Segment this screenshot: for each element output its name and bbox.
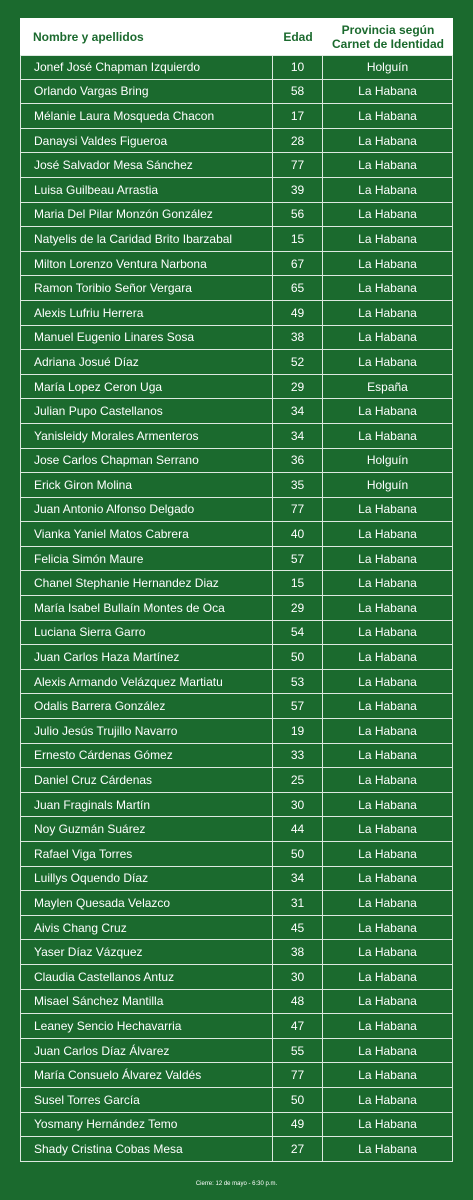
table-row <box>20 473 453 498</box>
cell-age: 44 <box>273 817 323 841</box>
cell-province: La Habana <box>323 621 453 645</box>
cell-name: María Consuelo Álvarez Valdés <box>20 1063 273 1087</box>
cell-age: 25 <box>273 768 323 792</box>
cell-age: 49 <box>273 301 323 325</box>
footer-note: Cierre: 12 de mayo - 6:30 p.m. <box>195 1181 278 1187</box>
cell-province: La Habana <box>323 547 453 571</box>
cell-name: Natyelis de la Caridad Brito Ibarzabal <box>20 227 273 251</box>
cell-name: Juan Fraginals Martín <box>20 793 273 817</box>
cell-name: Chanel Stephanie Hernandez Diaz <box>20 571 273 595</box>
table-row <box>20 744 453 769</box>
table-row <box>20 153 453 178</box>
cell-province: La Habana <box>323 891 453 915</box>
table-row <box>20 449 453 474</box>
cell-province: La Habana <box>323 990 453 1014</box>
cell-province: La Habana <box>323 227 453 251</box>
cell-name: Felicia Simón Maure <box>20 547 273 571</box>
header-age: Edad <box>283 29 313 44</box>
cell-name: Alexis Lufriu Herrera <box>20 301 273 325</box>
cell-age: 34 <box>273 424 323 448</box>
table-row <box>20 203 453 228</box>
cell-age: 49 <box>273 1113 323 1137</box>
cell-province: España <box>323 375 453 399</box>
cell-name: Mélanie Laura Mosqueda Chacon <box>20 104 273 128</box>
header-name: Nombre y apellidos <box>33 29 144 44</box>
cell-province: La Habana <box>323 571 453 595</box>
cell-province: La Habana <box>323 424 453 448</box>
cell-name: Ernesto Cárdenas Gómez <box>20 744 273 768</box>
cell-province: La Habana <box>323 1113 453 1137</box>
table-row <box>20 645 453 670</box>
cell-province: La Habana <box>323 1063 453 1087</box>
table-row <box>20 916 453 941</box>
cell-name: Luisa Guilbeau Arrastia <box>20 178 273 202</box>
cell-province: La Habana <box>323 276 453 300</box>
cell-province: La Habana <box>323 965 453 989</box>
cell-name: Susel Torres García <box>20 1088 273 1112</box>
cell-age: 30 <box>273 965 323 989</box>
cell-age: 33 <box>273 744 323 768</box>
cell-name: Daniel Cruz Cárdenas <box>20 768 273 792</box>
cell-name: Julio Jesús Trujillo Navarro <box>20 719 273 743</box>
table-row <box>20 498 453 523</box>
table-row <box>20 990 453 1015</box>
cell-name: Vianka Yaniel Matos Cabrera <box>20 522 273 546</box>
cell-province: La Habana <box>323 596 453 620</box>
cell-name: Milton Lorenzo Ventura Narbona <box>20 252 273 276</box>
cell-name: Erick Giron Molina <box>20 473 273 497</box>
cell-name: Shady Cristina Cobas Mesa <box>20 1137 273 1161</box>
table-row <box>20 547 453 572</box>
cell-age: 34 <box>273 867 323 891</box>
cell-province: La Habana <box>323 399 453 423</box>
table-row <box>20 842 453 867</box>
cell-name: Ramon Toribio Señor Vergara <box>20 276 273 300</box>
cell-name: José Salvador Mesa Sánchez <box>20 153 273 177</box>
cell-age: 47 <box>273 1014 323 1038</box>
cell-province: La Habana <box>323 940 453 964</box>
cell-age: 29 <box>273 596 323 620</box>
cell-age: 31 <box>273 891 323 915</box>
cell-province: La Habana <box>323 768 453 792</box>
cell-province: La Habana <box>323 670 453 694</box>
cell-province: La Habana <box>323 645 453 669</box>
cell-province: La Habana <box>323 793 453 817</box>
header-province-line1: Provincia según <box>341 22 435 37</box>
table-row <box>20 867 453 892</box>
cell-province: La Habana <box>323 203 453 227</box>
cell-age: 53 <box>273 670 323 694</box>
cell-age: 54 <box>273 621 323 645</box>
cell-province: Holguín <box>323 449 453 473</box>
cell-age: 55 <box>273 1039 323 1063</box>
cell-name: Juan Carlos Haza Martínez <box>20 645 273 669</box>
cell-age: 50 <box>273 645 323 669</box>
cell-province: La Habana <box>323 916 453 940</box>
cell-name: Yosmany Hernández Temo <box>20 1113 273 1137</box>
cell-name: Manuel Eugenio Linares Sosa <box>20 326 273 350</box>
cell-age: 65 <box>273 276 323 300</box>
cell-age: 48 <box>273 990 323 1014</box>
cell-province: La Habana <box>323 104 453 128</box>
victims-table <box>20 18 453 1162</box>
cell-age: 19 <box>273 719 323 743</box>
table-row <box>20 793 453 818</box>
cell-age: 57 <box>273 694 323 718</box>
cell-name: Yanisleidy Morales Armenteros <box>20 424 273 448</box>
cell-province: La Habana <box>323 842 453 866</box>
table-row <box>20 252 453 277</box>
table-row <box>20 891 453 916</box>
cell-age: 77 <box>273 1063 323 1087</box>
table-row <box>20 326 453 351</box>
cell-province: La Habana <box>323 129 453 153</box>
cell-age: 50 <box>273 842 323 866</box>
table-row <box>20 129 453 154</box>
cell-age: 45 <box>273 916 323 940</box>
cell-province: La Habana <box>323 1137 453 1161</box>
table-row <box>20 670 453 695</box>
table-row <box>20 965 453 990</box>
cell-age: 77 <box>273 498 323 522</box>
table-row <box>20 621 453 646</box>
cell-name: Rafael Viga Torres <box>20 842 273 866</box>
cell-age: 50 <box>273 1088 323 1112</box>
cell-age: 57 <box>273 547 323 571</box>
cell-province: La Habana <box>323 744 453 768</box>
table-row <box>20 104 453 129</box>
table-row <box>20 375 453 400</box>
cell-name: Claudia Castellanos Antuz <box>20 965 273 989</box>
cell-name: Noy Guzmán Suárez <box>20 817 273 841</box>
header-province-line2: Carnet de Identidad <box>331 36 444 51</box>
table-row <box>20 571 453 596</box>
cell-age: 58 <box>273 80 323 104</box>
table-row <box>20 1063 453 1088</box>
cell-province: La Habana <box>323 1039 453 1063</box>
table-row <box>20 276 453 301</box>
table-row <box>20 768 453 793</box>
cell-age: 29 <box>273 375 323 399</box>
cell-name: María Lopez Ceron Uga <box>20 375 273 399</box>
table-row <box>20 55 453 80</box>
cell-age: 30 <box>273 793 323 817</box>
cell-age: 52 <box>273 350 323 374</box>
cell-name: Orlando Vargas Bring <box>20 80 273 104</box>
cell-name: Maylen Quesada Velazco <box>20 891 273 915</box>
cell-province: La Habana <box>323 719 453 743</box>
table-row <box>20 80 453 105</box>
cell-age: 28 <box>273 129 323 153</box>
cell-age: 35 <box>273 473 323 497</box>
cell-province: La Habana <box>323 1014 453 1038</box>
cell-province: La Habana <box>323 522 453 546</box>
table-row <box>20 178 453 203</box>
cell-age: 77 <box>273 153 323 177</box>
table-row <box>20 227 453 252</box>
cell-age: 27 <box>273 1137 323 1161</box>
cell-age: 17 <box>273 104 323 128</box>
header-province <box>323 23 453 51</box>
table-row <box>20 817 453 842</box>
cell-age: 34 <box>273 399 323 423</box>
cell-age: 36 <box>273 449 323 473</box>
cell-name: Misael Sánchez Mantilla <box>20 990 273 1014</box>
cell-name: Leaney Sencio Hechavarria <box>20 1014 273 1038</box>
cell-name: Maria Del Pilar Monzón González <box>20 203 273 227</box>
table-header <box>20 18 453 55</box>
table-row <box>20 424 453 449</box>
cell-province: Holguín <box>323 56 453 79</box>
cell-name: Julian Pupo Castellanos <box>20 399 273 423</box>
cell-province: La Habana <box>323 178 453 202</box>
cell-province: La Habana <box>323 498 453 522</box>
cell-age: 56 <box>273 203 323 227</box>
cell-age: 10 <box>273 56 323 79</box>
cell-province: La Habana <box>323 252 453 276</box>
cell-name: Alexis Armando Velázquez Martiatu <box>20 670 273 694</box>
cell-name: Adriana Josué Díaz <box>20 350 273 374</box>
table-row <box>20 350 453 375</box>
cell-province: Holguín <box>323 473 453 497</box>
table-body <box>20 55 453 1162</box>
cell-name: Jonef José Chapman Izquierdo <box>20 56 273 79</box>
cell-name: Odalis Barrera González <box>20 694 273 718</box>
table-row <box>20 694 453 719</box>
cell-age: 67 <box>273 252 323 276</box>
cell-age: 39 <box>273 178 323 202</box>
cell-province: La Habana <box>323 1088 453 1112</box>
cell-name: Jose Carlos Chapman Serrano <box>20 449 273 473</box>
cell-name: Luciana Sierra Garro <box>20 621 273 645</box>
cell-name: Juan Antonio Alfonso Delgado <box>20 498 273 522</box>
cell-age: 15 <box>273 571 323 595</box>
cell-name: Juan Carlos Díaz Álvarez <box>20 1039 273 1063</box>
table-row <box>20 1113 453 1138</box>
cell-province: La Habana <box>323 817 453 841</box>
cell-name: Luillys Oquendo Díaz <box>20 867 273 891</box>
cell-province: La Habana <box>323 301 453 325</box>
cell-age: 38 <box>273 326 323 350</box>
cell-name: María Isabel Bullaín Montes de Oca <box>20 596 273 620</box>
cell-age: 40 <box>273 522 323 546</box>
table-row <box>20 596 453 621</box>
cell-name: Danaysi Valdes Figueroa <box>20 129 273 153</box>
cell-age: 15 <box>273 227 323 251</box>
cell-name: Yaser Díaz Vázquez <box>20 940 273 964</box>
cell-name: Aivis Chang Cruz <box>20 916 273 940</box>
table-row <box>20 399 453 424</box>
cell-province: La Habana <box>323 350 453 374</box>
table-row <box>20 940 453 965</box>
cell-province: La Habana <box>323 867 453 891</box>
table-row <box>20 1088 453 1113</box>
table-row <box>20 301 453 326</box>
table-row <box>20 1014 453 1039</box>
table-row <box>20 1137 453 1162</box>
cell-province: La Habana <box>323 694 453 718</box>
cell-age: 38 <box>273 940 323 964</box>
table-row <box>20 522 453 547</box>
cell-province: La Habana <box>323 153 453 177</box>
table-row <box>20 719 453 744</box>
cell-province: La Habana <box>323 326 453 350</box>
table-row <box>20 1039 453 1064</box>
cell-province: La Habana <box>323 80 453 104</box>
